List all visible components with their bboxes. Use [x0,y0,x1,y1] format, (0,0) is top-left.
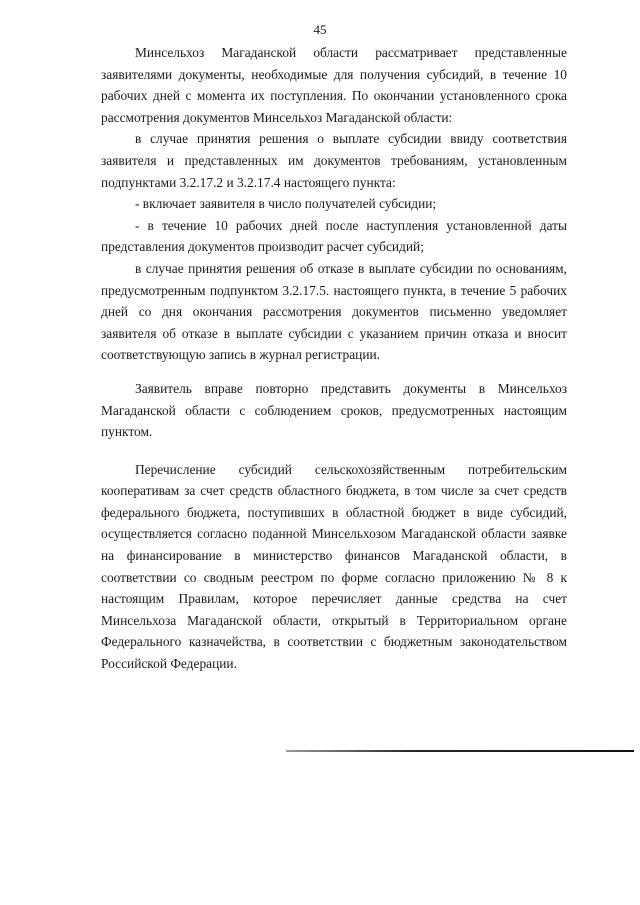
paragraph-approval-case: в случае принятия решения о выплате субсидии ввиду соответствия заявителя и представленных им документов требованиям, установленным подпунктами 3.2.17.2 и 3.2.17.4 настоящего пункта: [101,131,567,190]
paragraph-resubmission: Заявитель вправе повторно представить документы в Минсельхоз Магаданской области с соблюдением сроков, предусмотренных настоящим пунктом. [101,380,567,440]
document-body [101,42,567,675]
paragraph-transfer-of-subsidies: Перечисление субсидий сельскохозяйственным потребительским кооперативам за счет средств областного бюджета, в том числе за счет средств федерального бюджета, поступивших в областной бюджет в виде субсидий, осуществляется согласно поданной Минсельхозом Магаданской области заявке на финансирование в министерство финансов Магаданской области, в соответствии со сводным реестром по форме согласно приложению № 8 к настоящим Правилам, которое перечисляет данные средства на счет Минсельхоза Магаданской области, открытый в Территориальном органе Федерального казначейства, в соответствии с бюджетным законодательством Российской Федерации. [101,461,567,672]
page-number: 45 [313,22,327,37]
signature-line [286,750,634,752]
paragraph-review-procedure: Минсельхоз Магаданской области рассматривает представленные заявителями документы, необходимые для получения субсидий, в течение 10 рабочих дней с момента их поступления. По окончании установленного срока рассмотрения документов Минсельхоз Магаданской области: [101,45,567,125]
list-item-calculate-subsidy: - в течение 10 рабочих дней после наступления установленной даты представления документов производит расчет субсидий; [101,217,567,255]
list-item-include-recipient: - включает заявителя в число получателей субсидии; [135,196,437,212]
paragraph-refusal-case: в случае принятия решения об отказе в выплате субсидии по основаниям, предусмотренным подпунктом 3.2.17.5. настоящего пункта, в течение 5 рабочих дней со дня окончания рассмотрения документов письменно уведомляет заявителя об отказе в выплате субсидии с указанием причин отказа и вносит соответствующую запись в журнал регистрации. [101,260,567,363]
